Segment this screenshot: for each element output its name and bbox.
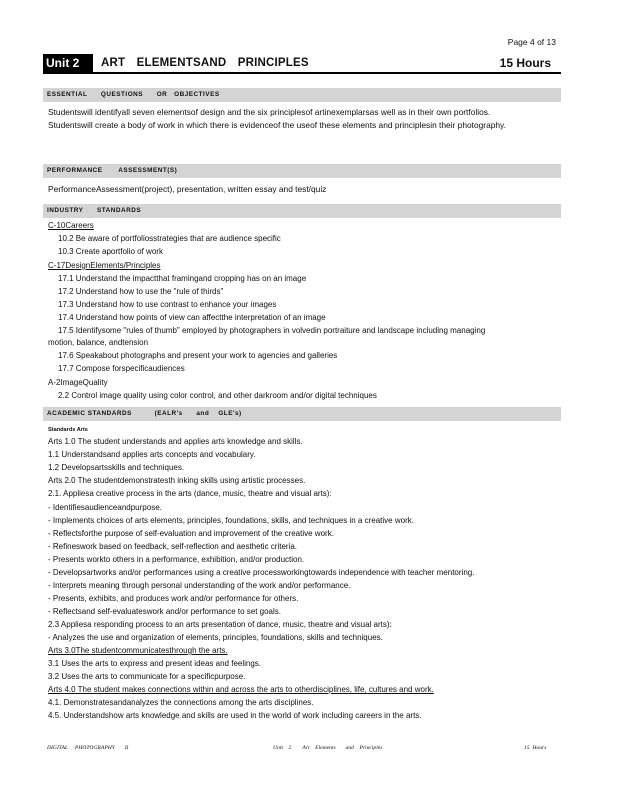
standard-item: 10.2 Be aware of portfoliosstrategies that are audience specific [58, 234, 281, 243]
academic-line: 2.1. Appliesa creative process in the arts (dance, music, theatre and visual arts): [48, 489, 332, 498]
academic-line: - Reflectsforthe purpose of self-evaluation and improvement of the creative work. [48, 529, 334, 538]
academic-line: 3.1 Uses the arts to express and present ideas and feelings. [48, 659, 262, 668]
standard-item: 10.3 Create aportfolio of work [58, 247, 163, 256]
section-performance-title: PERFORMANCE ASSESSMENT(S) [47, 167, 178, 174]
unit-label: Unit 2 [43, 54, 93, 72]
essential-text [48, 106, 558, 131]
academic-line: - Implements choices of arts elements, principles, foundations, skills, and techniques in a creative work. [48, 516, 414, 525]
standard-item: 17.2 Understand how to use the "rule of thirds" [58, 287, 224, 296]
standard-item: 17.5 Identifysome "rules of thumb" employed by photographers in volvedin portraiture and landscape including managing [58, 326, 486, 335]
section-academic-header [43, 407, 561, 421]
section-essential-title: ESSENTIAL QUESTIONS OR OBJECTIVES [47, 91, 220, 98]
standard-item: 17.6 Speakabout photographs and present your work to agencies and galleries [58, 351, 338, 360]
standard-heading: C-17DesignElements/Principles [48, 261, 161, 270]
academic-line: - Reflectsand self-evaluateswork and/or performance to set goals. [48, 607, 282, 616]
standard-item: 17.7 Compose forspecificaudiences [58, 364, 185, 373]
academic-standards-list [48, 426, 563, 731]
section-essential-header [43, 88, 561, 102]
academic-heading: Arts 4.0 The student makes connections within and across the arts to otherdisciplines, life, cultures and work. [48, 685, 434, 694]
essential-paragraph: Studentswill create a body of work in which there is evidenceof the useof these elements and principlesin their photography. [48, 119, 506, 130]
academic-line: - Analyzes the use and organization of elements, principles, foundations, skills and techniques. [48, 633, 383, 642]
academic-line: 4.5. Understandshow arts knowledge and skills are used in the world of work including careers in the arts. [48, 711, 422, 720]
standard-item: 17.3 Understand how to use contrast to enhance your images [58, 300, 277, 309]
unit-header [43, 54, 561, 74]
academic-line: 1.2 Developsartsskills and techniques. [48, 463, 185, 472]
academic-line: 1.1 Understandsand applies arts concepts and vocabulary. [48, 450, 256, 459]
standard-item: 2.2 Control image quality using color control, and other darkroom and/or digital techniques [58, 391, 377, 400]
academic-line: - Presents, exhibits, and produces work and/or performance for others. [48, 594, 299, 603]
footer-hours: 15 Hours [524, 745, 547, 751]
essential-paragraph: Studentswill identifyall seven elementsof design and the six principlesof artinexemplarsas well as in their own portfolios. [48, 107, 491, 117]
academic-line: - Interprets meaning through personal understanding of the work and/or performance. [48, 581, 351, 590]
footer-unit: Unit 2 Art Elements and Principles [273, 745, 383, 751]
page-number: Page 4 of 13 [507, 37, 556, 47]
academic-line: - Refineswork based on feedback, self-reflection and aesthetic criteria. [48, 542, 298, 551]
academic-label: Standards Arts [48, 427, 88, 433]
academic-heading: Arts 3.0The studentcommunicatesthrough the arts. [48, 646, 228, 655]
section-industry-header [43, 204, 561, 218]
academic-line: - Developsartworks and/or performances using a creative processworkingtowards independence with teacher mentoring. [48, 568, 475, 577]
section-industry-title: INDUSTRY STANDARDS [47, 207, 142, 214]
academic-line: Arts 1.0 The student understands and applies arts knowledge and skills. [48, 437, 303, 446]
unit-title: ART ELEMENTSAND PRINCIPLES [101, 57, 309, 69]
standard-heading: A-2ImageQuality [48, 378, 108, 387]
academic-line: 4.1. Demonstratesandanalyzes the connections among the arts disciplines. [48, 698, 314, 707]
industry-standards-list [48, 221, 563, 406]
standard-item: 17.1 Understand the impactthat framingand cropping has on an image [58, 274, 307, 283]
academic-line: 2.3 Appliesa responding process to an arts presentation of dance, music, theatre and visual arts): [48, 620, 392, 629]
standard-heading: C-10Careers [48, 221, 94, 230]
section-performance-header [43, 164, 561, 178]
performance-text: PerformanceAssessment(project), presentation, written essay and test/quiz [48, 184, 327, 194]
standard-item: 17.4 Understand how points of view can affectthe interpretation of an image [58, 313, 326, 322]
academic-line: 3.2 Uses the arts to communicate for a specificpurpose. [48, 672, 246, 681]
section-academic-title: ACADEMIC STANDARDS (EALR's and GLE's) [47, 410, 242, 417]
academic-line: Arts 2.0 The studentdemonstratesth inking skills using artistic processes. [48, 476, 306, 485]
academic-line: - Identifiesaudienceandpurpose. [48, 503, 162, 512]
unit-hours: 15 Hours [499, 56, 551, 70]
footer-course: DIGITAL PHOTOGRAPHY II [47, 745, 129, 751]
standard-item-continuation: motion, balance, andtension [48, 338, 149, 347]
academic-line: - Presents workto others in a performance, exhibition, and/or production. [48, 555, 305, 564]
